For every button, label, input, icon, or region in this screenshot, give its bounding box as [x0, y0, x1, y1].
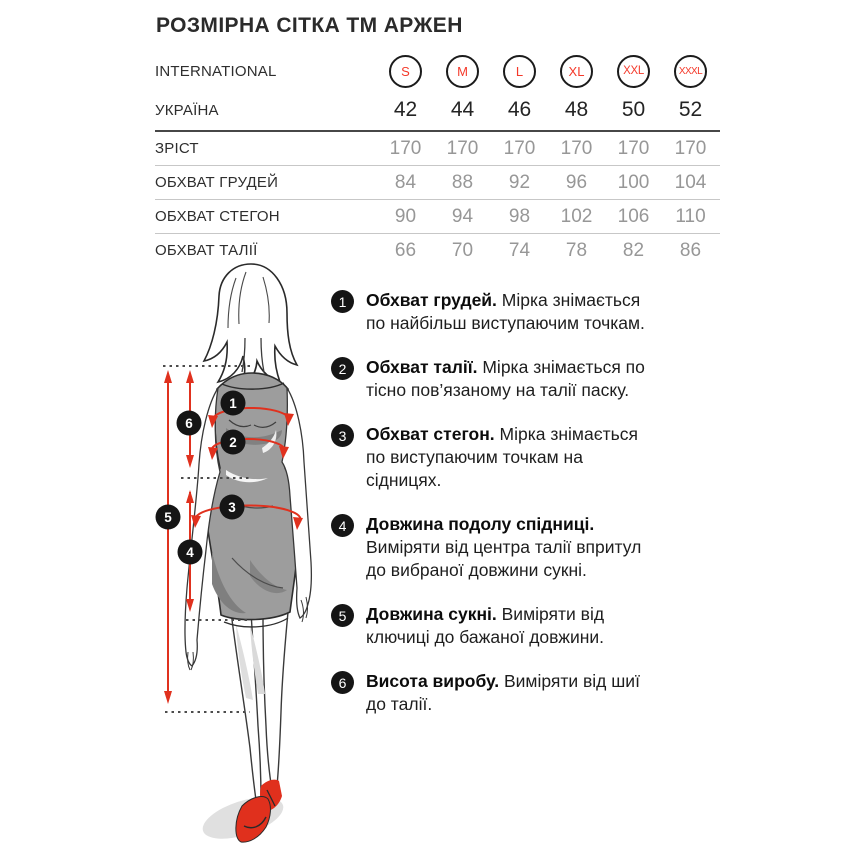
legend-badge-3: 3 — [331, 424, 354, 447]
table-cell: 96 — [565, 171, 588, 193]
table-cell: 78 — [565, 239, 588, 261]
legend-item-product-height — [331, 670, 661, 716]
table-cell: 102 — [560, 205, 593, 227]
table-cell: 90 — [394, 205, 417, 227]
legend-term: Обхват талії. — [366, 357, 478, 377]
legend-text — [366, 356, 661, 402]
svg-text:5: 5 — [164, 510, 172, 525]
row-label-hips: ОБХВАТ СТЕГОН — [155, 208, 280, 225]
row-label-ukraine: УКРАЇНА — [155, 101, 219, 119]
ukraine-size: 52 — [678, 98, 703, 121]
legend-badge-5: 5 — [331, 604, 354, 627]
legend-badge-6: 6 — [331, 671, 354, 694]
figure-badge-6 — [177, 411, 202, 436]
legend-description: Мірка знімається по тісно пов’язаному на талії паску. — [366, 357, 645, 400]
size-circle-m: M — [446, 55, 479, 88]
table-cell: 170 — [560, 137, 593, 159]
figure-badge-1 — [221, 391, 246, 416]
table-cell: 70 — [451, 239, 474, 261]
measurement-legend — [331, 289, 661, 737]
table-cell: 66 — [394, 239, 417, 261]
measurement-figure — [140, 258, 360, 848]
legend-item-hips — [331, 423, 661, 492]
table-cell: 74 — [508, 239, 531, 261]
table-cell: 92 — [508, 171, 531, 193]
legend-term: Довжина подолу спідниці. — [366, 514, 595, 534]
legend-term: Обхват грудей. — [366, 290, 497, 310]
ukraine-size: 46 — [507, 98, 532, 121]
legend-item-skirt-length — [331, 513, 661, 582]
figure-badge-2 — [221, 430, 246, 455]
legend-badge-4: 4 — [331, 514, 354, 537]
legend-description: Мірка знімається по виступаючим точкам на сідницях. — [366, 424, 638, 490]
size-circle-xxl: XXL — [617, 55, 650, 88]
row-label-waist: ОБХВАТ ТАЛІЇ — [155, 242, 258, 259]
right-leg — [263, 612, 288, 790]
table-cell: 88 — [451, 171, 474, 193]
ukraine-size: 48 — [564, 98, 589, 121]
row-label-height: ЗРІСТ — [155, 140, 199, 157]
ukraine-size: 44 — [450, 98, 475, 121]
legend-text — [366, 603, 661, 649]
table-row-international — [155, 52, 720, 90]
legend-description: Виміряти від ключиці до бажаної довжини. — [366, 604, 605, 647]
figure-badge-4 — [178, 540, 203, 565]
svg-text:6: 6 — [185, 416, 193, 431]
svg-text:4: 4 — [186, 545, 194, 560]
ukraine-size: 50 — [621, 98, 646, 121]
legend-item-waist — [331, 356, 661, 402]
table-row-hips — [155, 200, 720, 234]
row-label-bust: ОБХВАТ ГРУДЕЙ — [155, 174, 279, 191]
table-cell: 170 — [617, 137, 650, 159]
legend-badge-2: 2 — [331, 357, 354, 380]
legend-item-dress-length — [331, 603, 661, 649]
legend-term: Висота виробу. — [366, 671, 500, 691]
legend-badge-1: 1 — [331, 290, 354, 313]
size-table — [155, 52, 720, 267]
hair — [204, 264, 297, 389]
table-cell: 100 — [617, 171, 650, 193]
legend-text — [366, 513, 661, 582]
legend-term: Довжина сукні. — [366, 604, 497, 624]
legend-text — [366, 289, 661, 335]
legend-description: Виміряти від шиї до талії. — [366, 671, 640, 714]
figure-badge-5 — [156, 505, 181, 530]
table-cell: 170 — [446, 137, 479, 159]
table-cell: 170 — [389, 137, 422, 159]
table-cell: 104 — [674, 171, 707, 193]
legend-description: Мірка знімається по найбільш виступаючим точкам. — [366, 290, 645, 333]
table-cell: 84 — [394, 171, 417, 193]
page-title: РОЗМІРНА СІТКА ТМ АРЖЕН — [156, 14, 463, 37]
svg-text:3: 3 — [228, 500, 236, 515]
table-cell: 110 — [675, 205, 706, 227]
svg-text:1: 1 — [229, 396, 237, 411]
size-circle-s: S — [389, 55, 422, 88]
table-cell: 98 — [508, 205, 531, 227]
ukraine-size: 42 — [393, 98, 418, 121]
legend-description: Виміряти від центра талії впритул до вибраної довжини сукні. — [366, 537, 642, 580]
table-cell: 86 — [679, 239, 702, 261]
legend-item-bust — [331, 289, 661, 335]
table-row-ukraine — [155, 90, 720, 132]
legend-text — [366, 670, 661, 716]
table-row-height — [155, 132, 720, 166]
size-circle-xl: XL — [560, 55, 593, 88]
row-label-international: INTERNATIONAL — [155, 62, 277, 80]
table-cell: 170 — [674, 137, 707, 159]
size-circle-xxxl: XXXL — [674, 55, 707, 88]
legend-term: Обхват стегон. — [366, 424, 495, 444]
left-leg — [231, 612, 261, 800]
table-cell: 94 — [451, 205, 474, 227]
table-cell: 170 — [503, 137, 536, 159]
legend-text — [366, 423, 661, 492]
table-cell: 106 — [617, 205, 650, 227]
figure-badge-3 — [220, 495, 245, 520]
table-row-bust — [155, 166, 720, 200]
table-cell: 82 — [622, 239, 645, 261]
svg-text:2: 2 — [229, 435, 237, 450]
size-circle-l: L — [503, 55, 536, 88]
